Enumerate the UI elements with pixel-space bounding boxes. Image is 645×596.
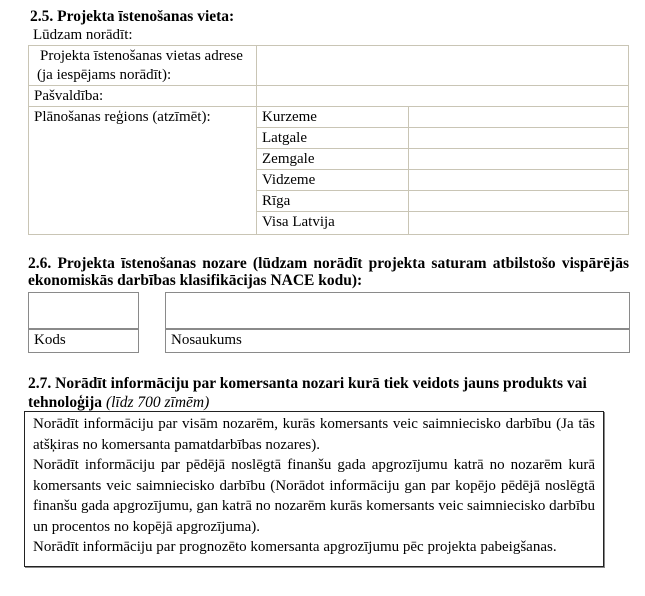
divider [29, 328, 138, 330]
region-mark-zemgale[interactable] [408, 148, 629, 170]
instruction-paragraph-3: Norādīt informāciju par prognozēto komersanta apgrozījumu pēc projekta pabeigšanas. [33, 539, 557, 555]
municipality-input[interactable] [256, 85, 629, 107]
nace-code-label: Kods [34, 332, 66, 348]
section-2-7-heading-text: 2.7. Norādīt informāciju par komersanta nozari kurā tiek veidots jauns produkts vai tehnoloģija [28, 375, 587, 411]
region-mark-riga[interactable] [408, 190, 629, 212]
section-2-5-instruction: Lūdzam norādīt: [33, 27, 133, 43]
section-2-7-heading [28, 374, 629, 412]
address-input[interactable] [256, 45, 629, 86]
section-2-7-heading-note: (līdz 700 zīmēm) [105, 394, 210, 411]
region-name-visa-latvija: Visa Latvija [256, 211, 409, 235]
region-mark-kurzeme[interactable] [408, 106, 629, 128]
section-2-6-heading: 2.6. Projekta īstenošanas nozare (lūdzam norādīt projekta saturam atbilstošo vispārējās ekonomiskās darbības klasifikācijas NACE kodu): [28, 255, 629, 289]
nace-code-input[interactable] [29, 293, 138, 328]
region-name-vidzeme: Vidzeme [256, 169, 409, 191]
address-label: Projekta īstenošanas vietas adrese (ja iespējams norādīt): [28, 45, 257, 86]
divider [166, 328, 629, 330]
nace-code-box [28, 292, 139, 353]
region-mark-visa-latvija[interactable] [408, 211, 629, 235]
nace-name-label: Nosaukums [171, 332, 242, 348]
region-name-latgale: Latgale [256, 127, 409, 149]
region-mark-vidzeme[interactable] [408, 169, 629, 191]
region-name-kurzeme: Kurzeme [256, 106, 409, 128]
region-name-zemgale: Zemgale [256, 148, 409, 170]
instruction-paragraph-1: Norādīt informāciju par visām nozarēm, kurās komersants veic saimniecisko darbību (Ja tās atšķiras no komersanta pamatdarbības nozares). [33, 416, 595, 453]
municipality-label: Pašvaldība: [28, 85, 257, 107]
regions-label: Plānošanas reģions (atzīmēt): [28, 106, 257, 235]
nace-name-input[interactable] [166, 293, 629, 328]
section-2-5-heading: 2.5. Projekta īstenošanas vieta: [30, 8, 235, 25]
instruction-paragraph-2: Norādīt informāciju par pēdējā noslēgtā finanšu gada apgrozījumu katrā no nozarēm kurā komersants veic saimniecisko darbību (Norādot informāciju gan par kopējo pēdējā noslēgtā finanšu gada apgrozījumu, gan katrā no nozarēm kurās komersants veic saimniecisko darbību un procentos no kopējā apgrozījuma). [33, 457, 595, 535]
industry-info-textbox[interactable] [24, 411, 604, 567]
region-name-riga: Rīga [256, 190, 409, 212]
location-table [28, 45, 629, 235]
region-mark-latgale[interactable] [408, 127, 629, 149]
nace-name-box [165, 292, 630, 353]
